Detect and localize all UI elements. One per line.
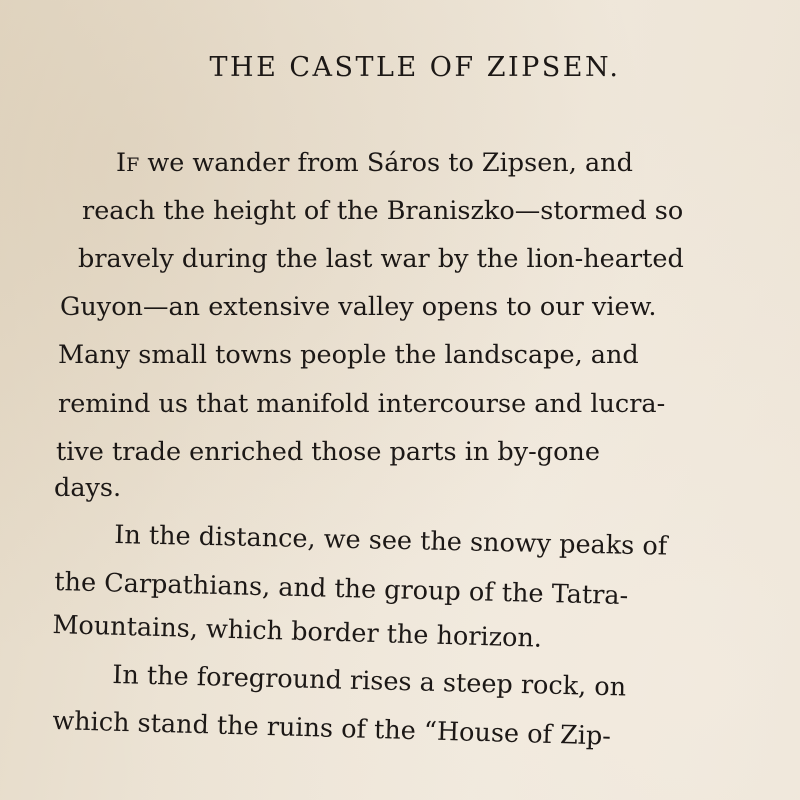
dropcap-smallcap: F (126, 154, 140, 176)
chapter-title: THE CASTLE OF ZIPSEN. (209, 52, 621, 83)
text-line: tive trade enriched those parts in by-gone (56, 437, 600, 467)
text-line: remind us that manifold intercourse and lucra- (58, 389, 666, 419)
text-line: which stand the ruins of the “House of Zip- (52, 706, 612, 752)
text-line: In the distance, we see the snowy peaks of (114, 520, 668, 562)
text-line (116, 148, 706, 178)
text-line: reach the height of the Braniszko—stormed so (82, 196, 684, 226)
dropcap-initial: I (116, 148, 127, 178)
text-line: days. (54, 473, 122, 503)
line-text: we wander from Sáros to Zipsen, and (139, 148, 633, 178)
text-line: bravely during the last war by the lion-hearted (78, 244, 684, 274)
text-line: Mountains, which border the horizon. (52, 610, 543, 654)
text-line: the Carpathians, and the group of the Tatra- (54, 567, 629, 612)
text-line: Many small towns people the landscape, and (58, 340, 639, 370)
text-line: Guyon—an extensive valley opens to our view. (60, 292, 657, 322)
text-line: In the foreground rises a steep rock, on (112, 660, 627, 703)
